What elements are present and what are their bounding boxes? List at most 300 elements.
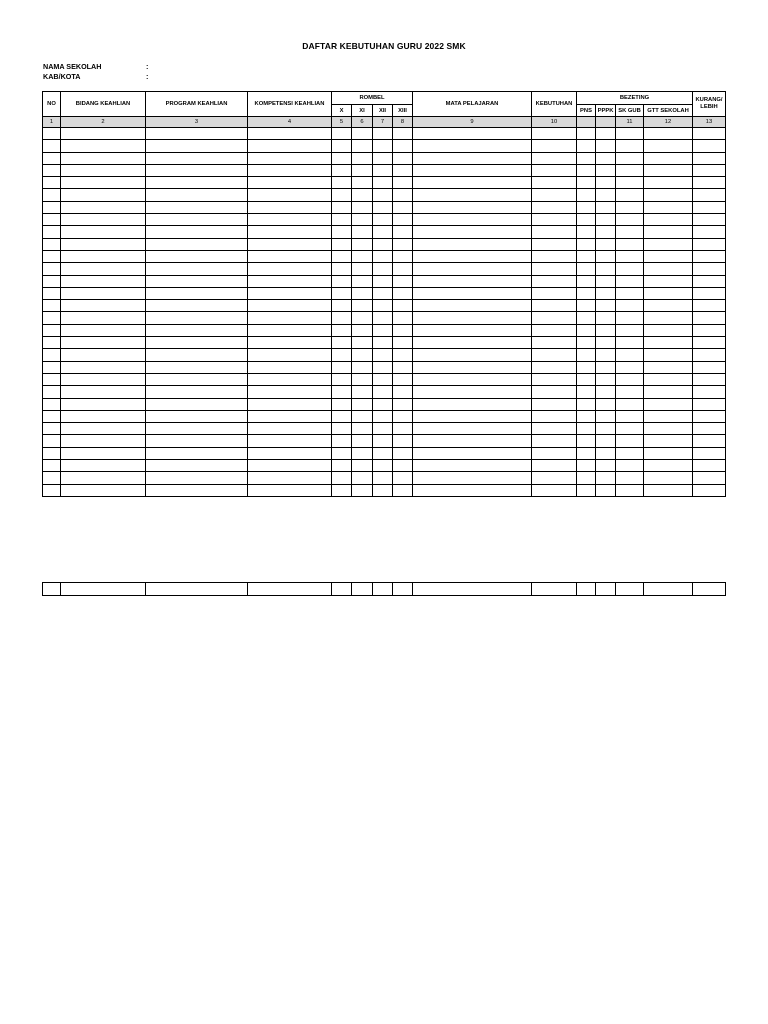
table-cell[interactable] xyxy=(693,214,726,226)
table-cell[interactable] xyxy=(373,128,393,140)
table-cell[interactable] xyxy=(146,423,248,435)
table-cell[interactable] xyxy=(43,349,61,361)
table-cell[interactable] xyxy=(61,423,146,435)
table-cell[interactable] xyxy=(596,337,616,349)
table-cell[interactable] xyxy=(146,300,248,312)
table-cell[interactable] xyxy=(146,460,248,472)
table-cell[interactable] xyxy=(43,300,61,312)
table-cell[interactable] xyxy=(644,140,693,152)
table-cell[interactable] xyxy=(616,398,644,410)
table-cell[interactable] xyxy=(577,300,596,312)
table-cell[interactable] xyxy=(532,275,577,287)
table-cell[interactable] xyxy=(596,189,616,201)
table-cell[interactable] xyxy=(61,275,146,287)
table-cell[interactable] xyxy=(644,287,693,299)
table-cell[interactable] xyxy=(352,398,373,410)
table-cell[interactable] xyxy=(61,250,146,262)
table-cell[interactable] xyxy=(532,398,577,410)
table-cell[interactable] xyxy=(248,583,332,596)
table-cell[interactable] xyxy=(43,337,61,349)
table-cell[interactable] xyxy=(373,484,393,496)
table-cell[interactable] xyxy=(413,177,532,189)
table-cell[interactable] xyxy=(413,128,532,140)
table-cell[interactable] xyxy=(532,250,577,262)
table-cell[interactable] xyxy=(393,189,413,201)
table-cell[interactable] xyxy=(596,583,616,596)
table-cell[interactable] xyxy=(43,287,61,299)
table-cell[interactable] xyxy=(532,423,577,435)
table-cell[interactable] xyxy=(373,226,393,238)
table-cell[interactable] xyxy=(43,128,61,140)
table-cell[interactable] xyxy=(413,410,532,422)
table-cell[interactable] xyxy=(332,435,352,447)
table-cell[interactable] xyxy=(413,164,532,176)
table-cell[interactable] xyxy=(61,583,146,596)
table-cell[interactable] xyxy=(596,373,616,385)
table-cell[interactable] xyxy=(373,337,393,349)
table-cell[interactable] xyxy=(146,435,248,447)
table-cell[interactable] xyxy=(532,472,577,484)
table-cell[interactable] xyxy=(393,484,413,496)
table-cell[interactable] xyxy=(577,583,596,596)
table-cell[interactable] xyxy=(61,300,146,312)
table-cell[interactable] xyxy=(596,312,616,324)
table-cell[interactable] xyxy=(332,263,352,275)
table-cell[interactable] xyxy=(248,410,332,422)
table-cell[interactable] xyxy=(43,140,61,152)
table-cell[interactable] xyxy=(373,410,393,422)
table-cell[interactable] xyxy=(61,214,146,226)
table-cell[interactable] xyxy=(146,275,248,287)
table-cell[interactable] xyxy=(146,386,248,398)
table-cell[interactable] xyxy=(373,177,393,189)
table-cell[interactable] xyxy=(577,250,596,262)
table-cell[interactable] xyxy=(693,140,726,152)
table-cell[interactable] xyxy=(577,263,596,275)
table-cell[interactable] xyxy=(577,398,596,410)
table-cell[interactable] xyxy=(43,164,61,176)
table-cell[interactable] xyxy=(248,460,332,472)
table-cell[interactable] xyxy=(373,361,393,373)
table-cell[interactable] xyxy=(596,386,616,398)
table-cell[interactable] xyxy=(413,275,532,287)
table-cell[interactable] xyxy=(393,361,413,373)
table-cell[interactable] xyxy=(532,189,577,201)
table-cell[interactable] xyxy=(393,177,413,189)
table-cell[interactable] xyxy=(43,435,61,447)
table-cell[interactable] xyxy=(393,238,413,250)
table-cell[interactable] xyxy=(373,583,393,596)
table-cell[interactable] xyxy=(393,287,413,299)
table-cell[interactable] xyxy=(332,177,352,189)
table-cell[interactable] xyxy=(596,484,616,496)
table-cell[interactable] xyxy=(596,447,616,459)
table-cell[interactable] xyxy=(332,361,352,373)
table-cell[interactable] xyxy=(352,324,373,336)
table-cell[interactable] xyxy=(644,312,693,324)
table-cell[interactable] xyxy=(532,152,577,164)
table-cell[interactable] xyxy=(577,177,596,189)
table-cell[interactable] xyxy=(532,324,577,336)
table-cell[interactable] xyxy=(616,324,644,336)
table-cell[interactable] xyxy=(616,189,644,201)
table-cell[interactable] xyxy=(373,312,393,324)
table-cell[interactable] xyxy=(43,410,61,422)
table-cell[interactable] xyxy=(616,201,644,213)
table-cell[interactable] xyxy=(644,201,693,213)
table-cell[interactable] xyxy=(577,238,596,250)
table-cell[interactable] xyxy=(332,386,352,398)
table-cell[interactable] xyxy=(373,189,393,201)
table-cell[interactable] xyxy=(644,472,693,484)
table-cell[interactable] xyxy=(248,201,332,213)
table-cell[interactable] xyxy=(644,238,693,250)
table-cell[interactable] xyxy=(644,349,693,361)
table-cell[interactable] xyxy=(532,201,577,213)
table-cell[interactable] xyxy=(61,435,146,447)
table-cell[interactable] xyxy=(373,386,393,398)
table-cell[interactable] xyxy=(577,324,596,336)
table-cell[interactable] xyxy=(577,164,596,176)
table-cell[interactable] xyxy=(146,128,248,140)
table-cell[interactable] xyxy=(596,410,616,422)
table-cell[interactable] xyxy=(332,226,352,238)
table-cell[interactable] xyxy=(596,201,616,213)
table-cell[interactable] xyxy=(393,472,413,484)
table-cell[interactable] xyxy=(332,300,352,312)
table-cell[interactable] xyxy=(693,472,726,484)
table-cell[interactable] xyxy=(577,275,596,287)
table-cell[interactable] xyxy=(616,128,644,140)
table-cell[interactable] xyxy=(577,226,596,238)
table-cell[interactable] xyxy=(644,337,693,349)
table-cell[interactable] xyxy=(248,472,332,484)
table-cell[interactable] xyxy=(146,583,248,596)
table-cell[interactable] xyxy=(352,484,373,496)
table-cell[interactable] xyxy=(532,140,577,152)
table-cell[interactable] xyxy=(596,349,616,361)
table-cell[interactable] xyxy=(61,238,146,250)
table-cell[interactable] xyxy=(596,263,616,275)
table-cell[interactable] xyxy=(693,386,726,398)
table-cell[interactable] xyxy=(532,583,577,596)
table-cell[interactable] xyxy=(248,423,332,435)
table-cell[interactable] xyxy=(413,152,532,164)
table-cell[interactable] xyxy=(616,484,644,496)
table-cell[interactable] xyxy=(616,373,644,385)
table-cell[interactable] xyxy=(332,312,352,324)
table-cell[interactable] xyxy=(61,140,146,152)
table-cell[interactable] xyxy=(352,373,373,385)
table-cell[interactable] xyxy=(248,373,332,385)
table-cell[interactable] xyxy=(532,349,577,361)
table-cell[interactable] xyxy=(332,398,352,410)
table-cell[interactable] xyxy=(43,484,61,496)
table-cell[interactable] xyxy=(616,275,644,287)
table-cell[interactable] xyxy=(413,263,532,275)
table-cell[interactable] xyxy=(61,337,146,349)
table-cell[interactable] xyxy=(332,287,352,299)
table-cell[interactable] xyxy=(644,583,693,596)
table-cell[interactable] xyxy=(596,152,616,164)
table-cell[interactable] xyxy=(577,460,596,472)
table-cell[interactable] xyxy=(616,361,644,373)
table-cell[interactable] xyxy=(332,337,352,349)
table-cell[interactable] xyxy=(693,164,726,176)
table-cell[interactable] xyxy=(413,361,532,373)
table-cell[interactable] xyxy=(532,226,577,238)
table-cell[interactable] xyxy=(693,583,726,596)
table-cell[interactable] xyxy=(61,263,146,275)
table-cell[interactable] xyxy=(352,361,373,373)
table-cell[interactable] xyxy=(577,312,596,324)
table-cell[interactable] xyxy=(577,189,596,201)
table-cell[interactable] xyxy=(61,201,146,213)
table-cell[interactable] xyxy=(413,373,532,385)
table-cell[interactable] xyxy=(352,128,373,140)
table-cell[interactable] xyxy=(61,177,146,189)
table-cell[interactable] xyxy=(373,214,393,226)
table-cell[interactable] xyxy=(616,386,644,398)
table-cell[interactable] xyxy=(616,349,644,361)
table-cell[interactable] xyxy=(248,250,332,262)
table-cell[interactable] xyxy=(248,263,332,275)
table-cell[interactable] xyxy=(577,447,596,459)
table-cell[interactable] xyxy=(577,128,596,140)
table-cell[interactable] xyxy=(577,410,596,422)
table-cell[interactable] xyxy=(596,177,616,189)
table-cell[interactable] xyxy=(248,435,332,447)
table-cell[interactable] xyxy=(532,177,577,189)
table-cell[interactable] xyxy=(644,164,693,176)
table-cell[interactable] xyxy=(43,460,61,472)
table-cell[interactable] xyxy=(393,263,413,275)
table-cell[interactable] xyxy=(248,164,332,176)
table-cell[interactable] xyxy=(393,410,413,422)
table-cell[interactable] xyxy=(43,472,61,484)
table-cell[interactable] xyxy=(61,189,146,201)
table-cell[interactable] xyxy=(532,361,577,373)
table-cell[interactable] xyxy=(532,410,577,422)
table-cell[interactable] xyxy=(61,226,146,238)
table-cell[interactable] xyxy=(146,201,248,213)
table-cell[interactable] xyxy=(248,189,332,201)
table-cell[interactable] xyxy=(596,361,616,373)
table-cell[interactable] xyxy=(577,484,596,496)
table-cell[interactable] xyxy=(248,226,332,238)
table-cell[interactable] xyxy=(644,177,693,189)
table-cell[interactable] xyxy=(577,386,596,398)
table-cell[interactable] xyxy=(352,410,373,422)
table-cell[interactable] xyxy=(332,460,352,472)
table-cell[interactable] xyxy=(596,214,616,226)
table-cell[interactable] xyxy=(596,423,616,435)
table-cell[interactable] xyxy=(61,361,146,373)
table-cell[interactable] xyxy=(532,128,577,140)
table-cell[interactable] xyxy=(248,238,332,250)
table-cell[interactable] xyxy=(61,386,146,398)
table-cell[interactable] xyxy=(43,214,61,226)
table-cell[interactable] xyxy=(61,447,146,459)
table-cell[interactable] xyxy=(352,472,373,484)
table-cell[interactable] xyxy=(352,583,373,596)
table-cell[interactable] xyxy=(532,287,577,299)
table-cell[interactable] xyxy=(61,152,146,164)
table-cell[interactable] xyxy=(532,312,577,324)
table-cell[interactable] xyxy=(332,349,352,361)
table-cell[interactable] xyxy=(332,324,352,336)
table-cell[interactable] xyxy=(43,398,61,410)
table-cell[interactable] xyxy=(693,128,726,140)
table-cell[interactable] xyxy=(413,324,532,336)
table-cell[interactable] xyxy=(332,238,352,250)
table-cell[interactable] xyxy=(577,361,596,373)
table-cell[interactable] xyxy=(146,263,248,275)
table-cell[interactable] xyxy=(146,140,248,152)
table-cell[interactable] xyxy=(616,447,644,459)
table-cell[interactable] xyxy=(693,423,726,435)
table-cell[interactable] xyxy=(644,398,693,410)
table-cell[interactable] xyxy=(393,140,413,152)
table-cell[interactable] xyxy=(693,398,726,410)
table-cell[interactable] xyxy=(332,128,352,140)
table-cell[interactable] xyxy=(43,238,61,250)
table-cell[interactable] xyxy=(616,140,644,152)
table-cell[interactable] xyxy=(596,435,616,447)
table-cell[interactable] xyxy=(61,484,146,496)
table-cell[interactable] xyxy=(43,312,61,324)
table-cell[interactable] xyxy=(577,152,596,164)
table-cell[interactable] xyxy=(596,324,616,336)
table-cell[interactable] xyxy=(644,275,693,287)
table-cell[interactable] xyxy=(596,275,616,287)
table-cell[interactable] xyxy=(43,201,61,213)
table-cell[interactable] xyxy=(248,349,332,361)
table-cell[interactable] xyxy=(616,238,644,250)
table-cell[interactable] xyxy=(644,423,693,435)
table-cell[interactable] xyxy=(332,410,352,422)
table-cell[interactable] xyxy=(644,226,693,238)
table-cell[interactable] xyxy=(373,287,393,299)
table-cell[interactable] xyxy=(43,423,61,435)
table-cell[interactable] xyxy=(43,263,61,275)
table-cell[interactable] xyxy=(373,398,393,410)
table-cell[interactable] xyxy=(332,164,352,176)
table-cell[interactable] xyxy=(352,263,373,275)
table-cell[interactable] xyxy=(146,226,248,238)
table-cell[interactable] xyxy=(43,447,61,459)
table-cell[interactable] xyxy=(146,189,248,201)
table-cell[interactable] xyxy=(373,164,393,176)
table-cell[interactable] xyxy=(373,423,393,435)
table-cell[interactable] xyxy=(532,238,577,250)
table-cell[interactable] xyxy=(146,361,248,373)
table-cell[interactable] xyxy=(352,226,373,238)
table-cell[interactable] xyxy=(577,435,596,447)
table-cell[interactable] xyxy=(146,349,248,361)
table-cell[interactable] xyxy=(146,324,248,336)
table-cell[interactable] xyxy=(532,447,577,459)
table-cell[interactable] xyxy=(413,337,532,349)
table-cell[interactable] xyxy=(616,460,644,472)
table-cell[interactable] xyxy=(644,484,693,496)
table-cell[interactable] xyxy=(43,373,61,385)
table-cell[interactable] xyxy=(146,398,248,410)
table-cell[interactable] xyxy=(413,435,532,447)
table-cell[interactable] xyxy=(596,238,616,250)
table-cell[interactable] xyxy=(61,128,146,140)
table-cell[interactable] xyxy=(596,250,616,262)
table-cell[interactable] xyxy=(352,447,373,459)
table-cell[interactable] xyxy=(373,275,393,287)
table-cell[interactable] xyxy=(352,238,373,250)
table-cell[interactable] xyxy=(616,435,644,447)
table-cell[interactable] xyxy=(616,226,644,238)
table-cell[interactable] xyxy=(577,140,596,152)
table-cell[interactable] xyxy=(43,275,61,287)
table-cell[interactable] xyxy=(146,410,248,422)
table-cell[interactable] xyxy=(644,128,693,140)
table-cell[interactable] xyxy=(577,349,596,361)
table-cell[interactable] xyxy=(352,423,373,435)
table-cell[interactable] xyxy=(413,386,532,398)
table-cell[interactable] xyxy=(373,373,393,385)
table-cell[interactable] xyxy=(373,472,393,484)
table-cell[interactable] xyxy=(616,263,644,275)
table-cell[interactable] xyxy=(43,324,61,336)
table-cell[interactable] xyxy=(332,275,352,287)
table-cell[interactable] xyxy=(693,177,726,189)
table-cell[interactable] xyxy=(644,152,693,164)
table-cell[interactable] xyxy=(373,152,393,164)
table-cell[interactable] xyxy=(644,189,693,201)
table-cell[interactable] xyxy=(43,226,61,238)
table-cell[interactable] xyxy=(413,250,532,262)
table-cell[interactable] xyxy=(248,300,332,312)
table-cell[interactable] xyxy=(146,250,248,262)
table-cell[interactable] xyxy=(577,472,596,484)
table-cell[interactable] xyxy=(332,250,352,262)
table-cell[interactable] xyxy=(352,300,373,312)
table-cell[interactable] xyxy=(352,164,373,176)
table-cell[interactable] xyxy=(693,300,726,312)
table-cell[interactable] xyxy=(532,435,577,447)
table-cell[interactable] xyxy=(577,214,596,226)
table-cell[interactable] xyxy=(644,263,693,275)
table-cell[interactable] xyxy=(248,447,332,459)
table-cell[interactable] xyxy=(693,226,726,238)
table-cell[interactable] xyxy=(352,435,373,447)
table-cell[interactable] xyxy=(352,214,373,226)
table-cell[interactable] xyxy=(352,275,373,287)
table-cell[interactable] xyxy=(393,214,413,226)
table-cell[interactable] xyxy=(352,460,373,472)
table-cell[interactable] xyxy=(532,164,577,176)
table-cell[interactable] xyxy=(146,238,248,250)
table-cell[interactable] xyxy=(532,484,577,496)
table-cell[interactable] xyxy=(332,423,352,435)
table-cell[interactable] xyxy=(248,214,332,226)
table-cell[interactable] xyxy=(61,349,146,361)
table-cell[interactable] xyxy=(248,287,332,299)
table-cell[interactable] xyxy=(146,312,248,324)
table-cell[interactable] xyxy=(393,164,413,176)
table-cell[interactable] xyxy=(532,386,577,398)
table-cell[interactable] xyxy=(616,423,644,435)
table-cell[interactable] xyxy=(373,324,393,336)
table-cell[interactable] xyxy=(532,214,577,226)
table-cell[interactable] xyxy=(43,189,61,201)
